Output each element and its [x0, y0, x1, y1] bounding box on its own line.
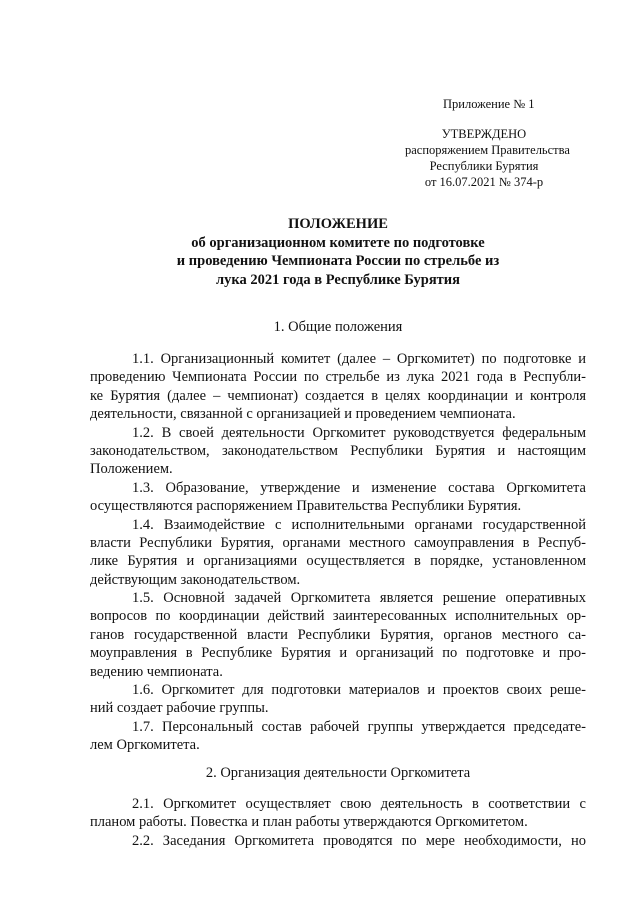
text-line: 1.6. Оргкомитет для подготовки материалов и проектов своих реше-	[132, 682, 586, 699]
text-line: законодательством, законодательством Республики Бурятия и настоящим	[90, 442, 586, 459]
section-body	[90, 795, 586, 850]
text-line: ведению чемпионата.	[90, 663, 223, 680]
text-line: 1.2. В своей деятельности Оргкомитет руководствуется федеральным	[132, 424, 586, 441]
text-line: деятельности, связанной с организацией и проведением чемпионата.	[90, 406, 516, 423]
text-line: 1.1. Организационный комитет (далее – Оргкомитет) по подготовке и	[132, 351, 586, 367]
text-line: 1.4. Взаимодействие с исполнительными органами государственной	[132, 516, 586, 533]
text-line: Положением.	[90, 461, 173, 478]
section-heading: 1. Общие положения	[273, 319, 403, 335]
text-line: действующим законодательством.	[90, 571, 301, 588]
text-line: планом работы. Повестка и план работы утверждаются Оргкомитетом.	[90, 814, 528, 831]
title-line: ПОЛОЖЕНИЕ	[288, 216, 388, 232]
text-line: моуправления в Республике Бурятия и организаций по подготовке и про-	[90, 645, 586, 662]
text-line: осуществляются распоряжением Правительства Республики Бурятия.	[90, 498, 522, 515]
text-line: ганов государственной власти Республики Бурятия, органов местного са-	[90, 626, 586, 643]
text-line: ке Бурятия (далее – чемпионат) создается в целях координации и контроля	[90, 387, 586, 404]
text-line: вопросов по координации действий заинтересованных исполнительных ор-	[90, 608, 586, 625]
text-line: 1.5. Основной задачей Оргкомитета является решение оперативных	[132, 590, 586, 607]
title-line: лука 2021 года в Республике Бурятия	[215, 271, 460, 288]
approval-line: от 16.07.2021 № 374-р	[424, 175, 544, 189]
text-line: 2.1. Оргкомитет осуществляет свою деятельность в соответствии с	[132, 796, 586, 812]
document-title	[90, 215, 586, 289]
text-line: 2.2. Заседания Оргкомитета проводятся по мере необходимости, но	[132, 832, 586, 849]
approval-stamp	[405, 126, 570, 190]
section-body	[90, 350, 586, 755]
approval-line: Республики Бурятия	[429, 159, 539, 173]
text-line: власти Республики Бурятия, органами местного самоуправления в Респуб-	[90, 534, 586, 551]
text-line: 1.3. Образование, утверждение и изменение состава Оргкомитета	[132, 479, 586, 496]
section-heading: 2. Организация деятельности Оргкомитета	[205, 765, 471, 781]
text-line: лем Оргкомитета.	[90, 737, 200, 754]
approval-line: распоряжением Правительства	[405, 143, 570, 157]
text-line: проведению Чемпионата России по стрельбе из лука 2021 года в Республи-	[90, 369, 586, 386]
title-line: об организационном комитете по подготовке	[191, 234, 485, 251]
approval-line: УТВЕРЖДЕНО	[441, 127, 527, 141]
text-line: 1.7. Персональный состав рабочей группы утверждается председате-	[132, 718, 586, 735]
text-line: лике Бурятия и организациями осуществляется в порядке, установленном	[90, 553, 586, 570]
title-line: и проведению Чемпионата России по стрельбе из	[176, 253, 500, 269]
appendix-label: Приложение № 1	[443, 97, 535, 111]
text-line: ний создает рабочие группы.	[90, 700, 269, 717]
